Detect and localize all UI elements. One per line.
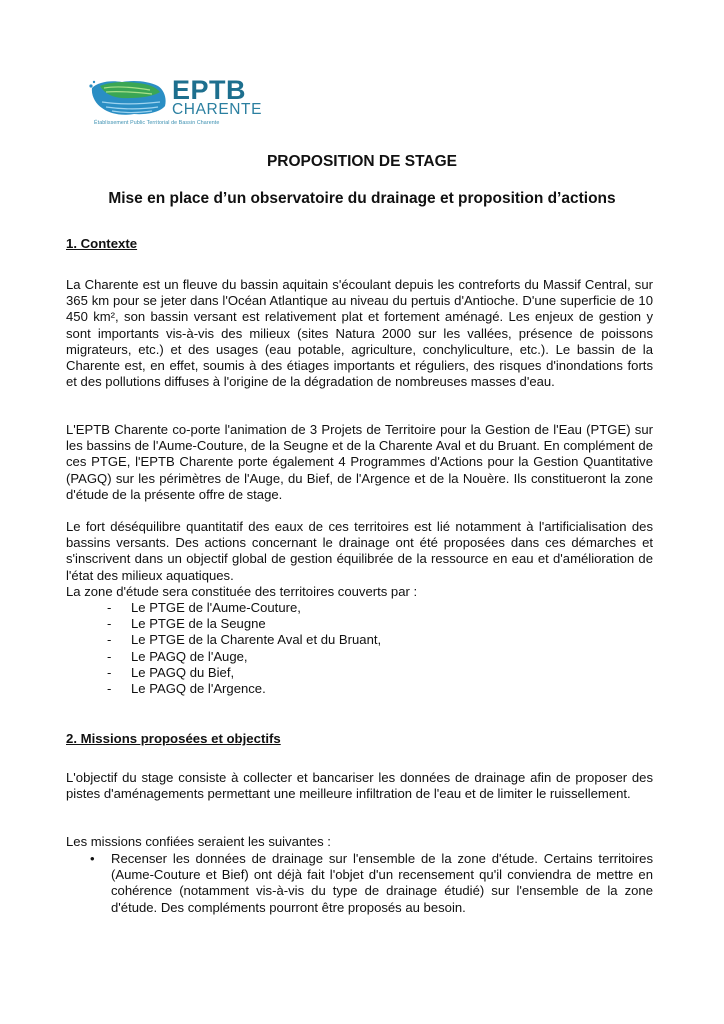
- page-subtitle: Mise en place d’un observatoire du drainage et proposition d’actions: [108, 190, 616, 207]
- charente-basin-map-icon: [88, 78, 170, 118]
- section-heading-missions: 2. Missions proposées et objectifs: [66, 731, 281, 746]
- list-item: - Le PTGE de la Charente Aval et du Bruant,: [107, 632, 382, 648]
- study-zone-list: [66, 600, 381, 697]
- logo-subtitle: CHARENTE: [172, 101, 263, 118]
- logo-title: EPTB: [172, 75, 247, 105]
- paragraph: La Charente est un fleuve du bassin aquitain s'écoulant depuis les contreforts du Massif Central, sur 365 km pour se jeter dans l'Océan Atlantique au niveau du pertuis d'Antioche. D'une superficie de 10 450 km², son bassin versant est relativement plat et fortement aménagé. Les enjeux de gestion y sont importants vis-à-vis des milieux (sites Natura 2000 sur les vallées, présence de poissons migrateurs, etc.) et des usages (eau potable, agriculture, conchyliculture, etc.). Le bassin de la Charente est, en effet, soumis à des étiages importants et réguliers, des risques d'inondations forts et des pollutions diffuses à l'origine de la dégradation de nombreuses masses d'eau.: [66, 277, 653, 390]
- dash-marker: -: [107, 632, 112, 648]
- dash-marker: -: [107, 664, 112, 680]
- eptb-logo: [88, 76, 268, 136]
- list-item: - Le PAGQ de l'Auge,: [107, 648, 248, 664]
- dash-marker: -: [107, 600, 112, 615]
- list-item: - Le PAGQ du Bief,: [107, 664, 235, 680]
- logo-tagline: Établissement Public Territorial de Bassin Charente: [94, 120, 220, 126]
- bullet-marker: •: [90, 851, 95, 866]
- list-item: • Recenser les données de drainage sur l'ensemble de la zone d'étude. Certains territoires (Aume-Couture et Bief) ont déjà fait l'objet d'un recensement qu'il conviendra de mettre en cohérence (notamment vis-à-vis du type de drainage étudié) sur l'ensemble de la zone d'étude. Des compléments pourront être proposés au besoin.: [90, 851, 653, 915]
- paragraph: La zone d'étude sera constituée des territoires couverts par :: [66, 584, 418, 599]
- paragraph: Le fort déséquilibre quantitatif des eaux de ces territoires est lié notamment à l'artificialisation des bassins versants. Des actions concernant le drainage ont été proposées dans ces démarches et s'inscrivent dans un objectif global de gestion équilibrée de la ressource en eau et d'amélioration de l'état des milieux aquatiques.: [66, 519, 653, 583]
- paragraph: Les missions confiées seraient les suivantes :: [66, 834, 331, 849]
- missions-list: [66, 851, 653, 916]
- page-title: PROPOSITION DE STAGE: [266, 153, 458, 170]
- dash-marker: -: [107, 648, 112, 664]
- dash-marker: -: [107, 616, 112, 632]
- paragraph: L'EPTB Charente co-porte l'animation de 3 Projets de Territoire pour la Gestion de l'Eau (PTGE) sur les bassins de l'Aume-Couture, de la Seugne et de la Charente Aval et du Bruant. En complément de ces PTGE, l'EPTB Charente porte également 4 Programmes d'Actions pour la Gestion Quantitative (PAGQ) sur les périmètres de l'Auge, du Bief, de l'Argence et de la Nouère. Ils constitueront la zone d'étude de la présente offre de stage.: [66, 422, 653, 502]
- section-heading-contexte: 1. Contexte: [66, 236, 138, 251]
- paragraph: L'objectif du stage consiste à collecter et bancariser les données de drainage afin de proposer des pistes d'aménagements permettant une meilleure infiltration de l'eau et de limiter le ruissellement.: [66, 770, 653, 802]
- list-item: - Le PTGE de la Seugne: [107, 616, 266, 632]
- list-item: - Le PAGQ de l'Argence.: [107, 681, 266, 697]
- list-item: - Le PTGE de l'Aume-Couture,: [107, 600, 301, 615]
- dash-marker: -: [107, 681, 112, 697]
